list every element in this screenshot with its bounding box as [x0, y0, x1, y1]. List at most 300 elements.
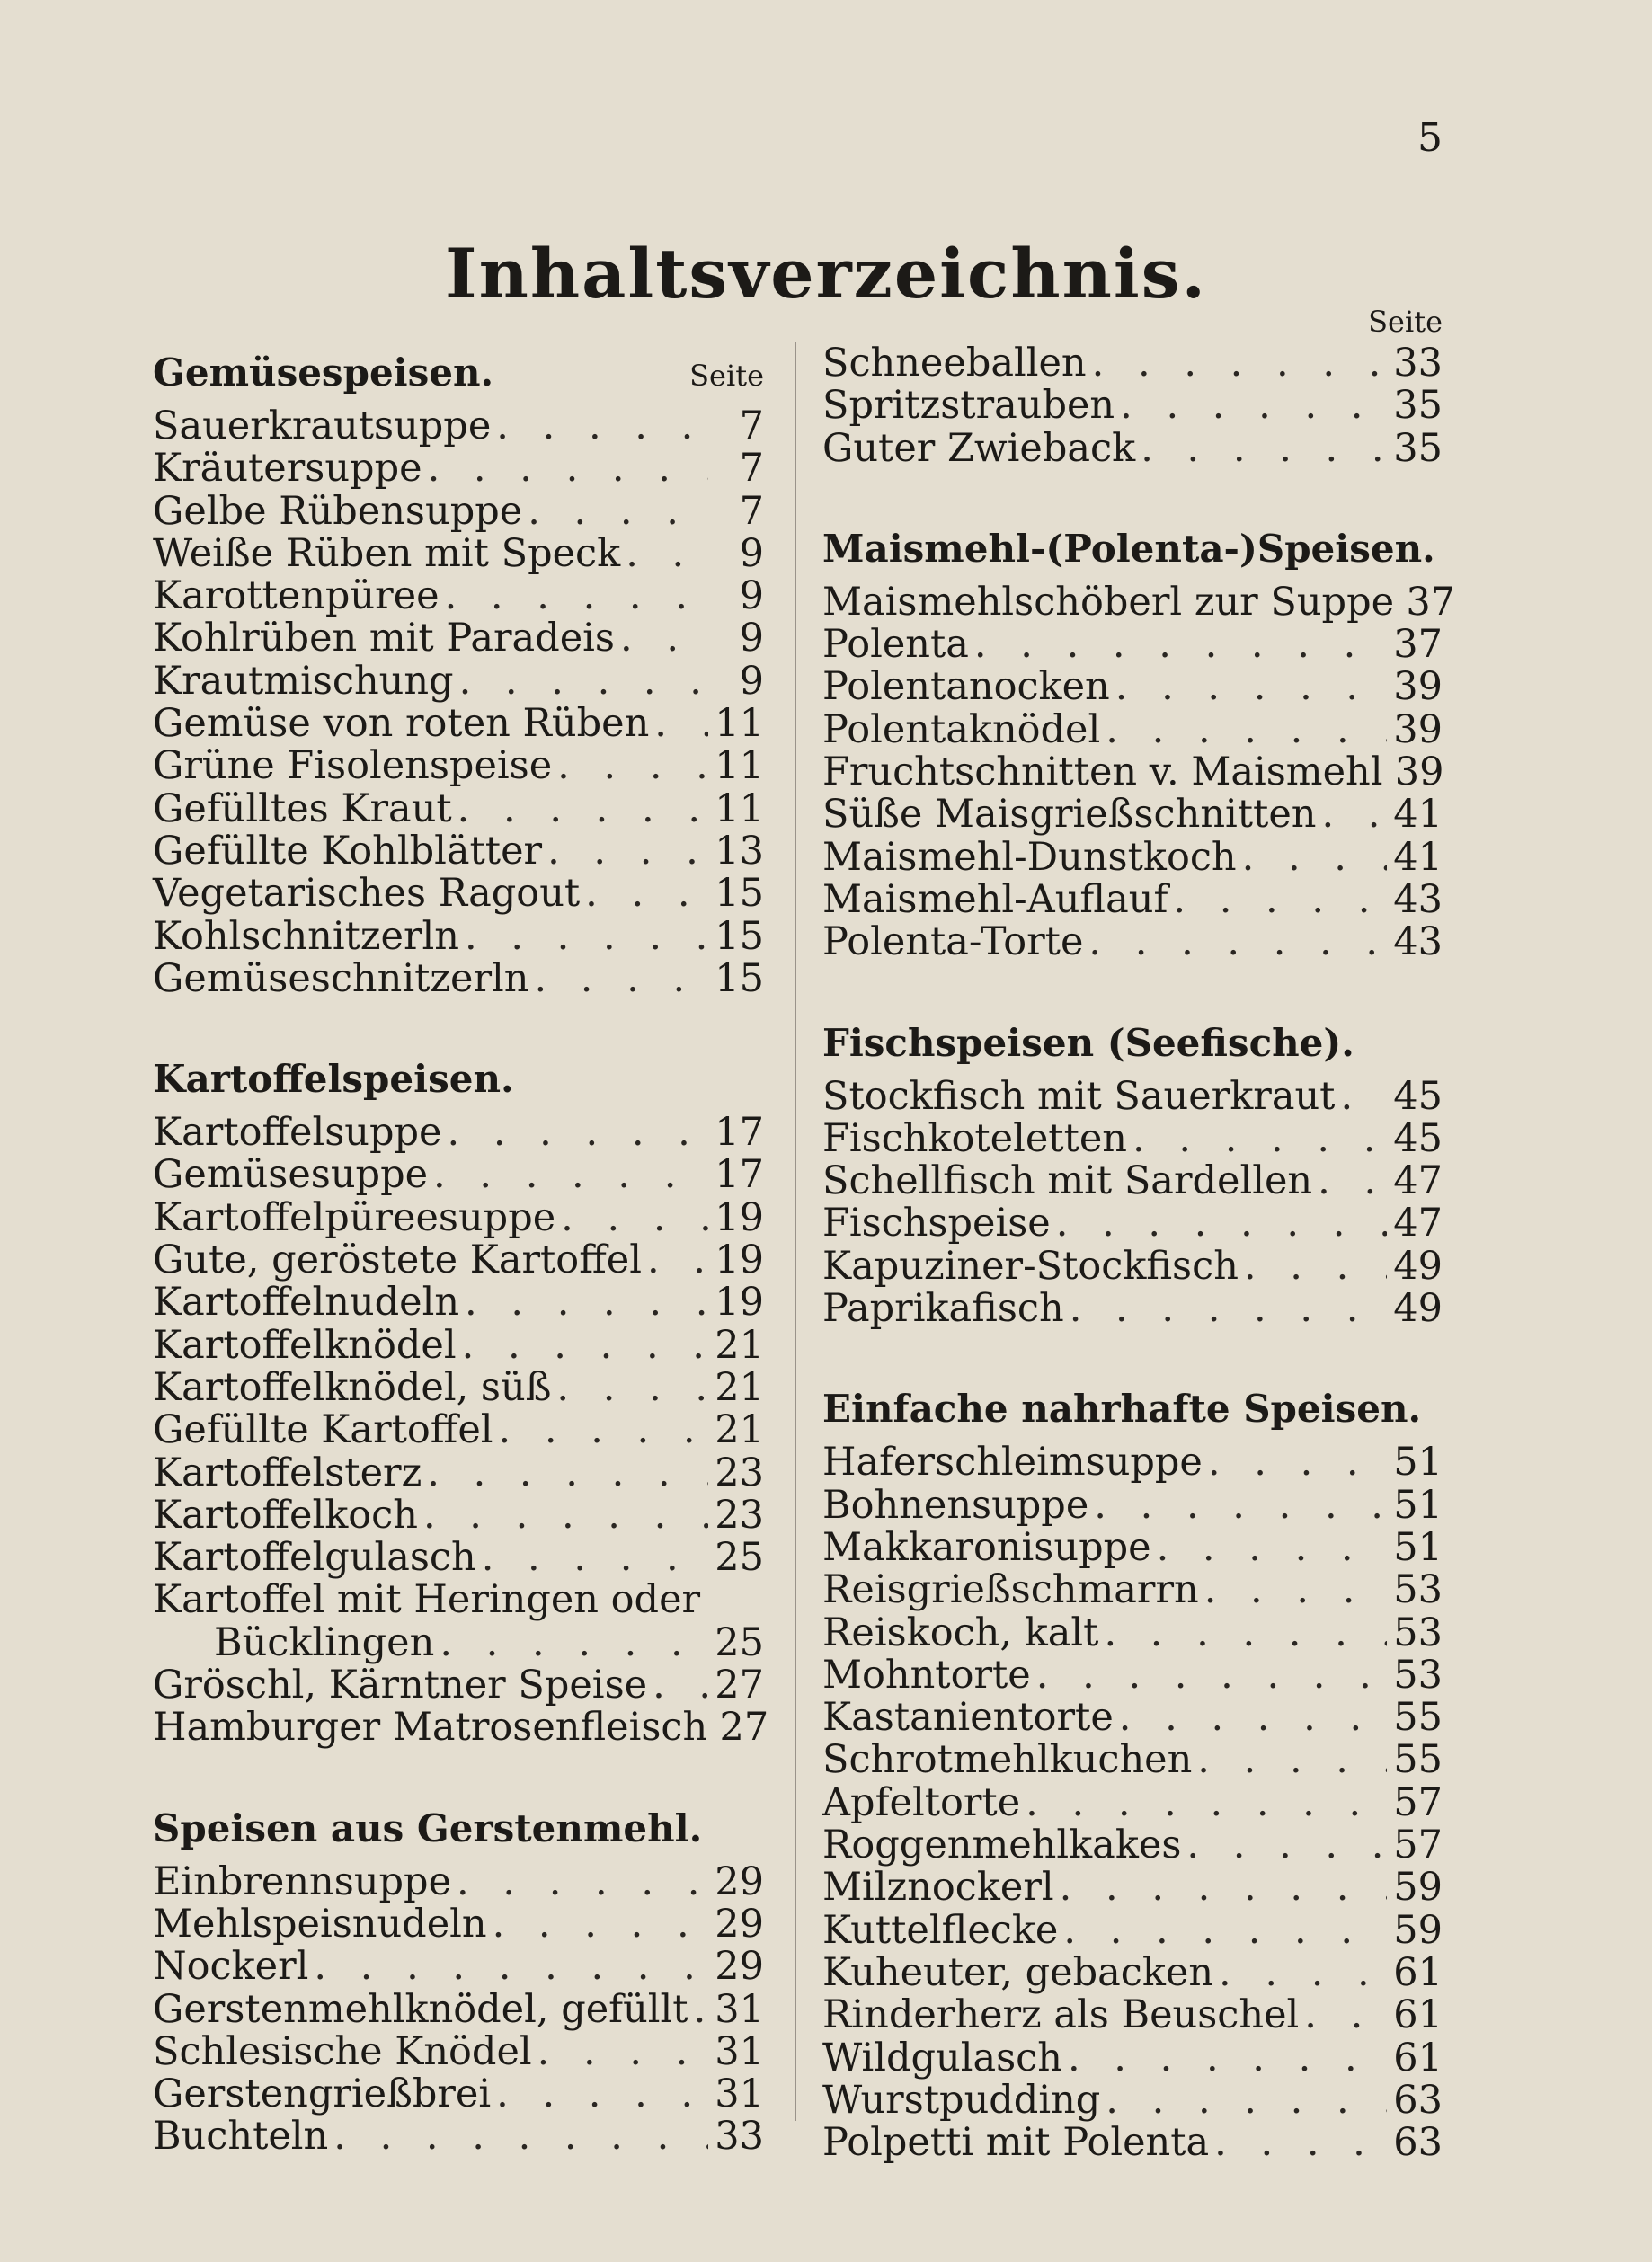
dot-leader	[1318, 1160, 1387, 1202]
dot-leader	[1092, 342, 1387, 385]
toc-entry	[822, 706, 1443, 752]
dot-leader	[1070, 1288, 1387, 1330]
toc-entry-page: 53	[1393, 1652, 1443, 1698]
toc-entry-page: 31	[715, 2028, 764, 2074]
toc-section	[822, 522, 1456, 965]
toc-entry	[153, 1154, 764, 1196]
toc-entry-page: 23	[715, 1492, 764, 1538]
toc-entry-name: Rinderherz als Beuschel	[822, 1992, 1300, 2038]
toc-entry-page: 9	[739, 616, 764, 661]
toc-entry-page: 9	[739, 658, 764, 704]
toc-entry-name: Gerstenmehlknödel, gefüllt	[153, 1986, 688, 2032]
toc-entry-name: Gefüllte Kohlblätter	[153, 828, 543, 874]
dot-leader	[445, 575, 708, 617]
toc-entry-page: 59	[1393, 1907, 1443, 1953]
toc-entry-page: 15	[715, 955, 764, 1001]
toc-entry-page: 47	[1393, 1201, 1443, 1246]
toc-entry-name: Polentanocken	[822, 664, 1110, 710]
toc-entry	[153, 1705, 769, 1751]
toc-entry-page: 33	[715, 2114, 764, 2160]
toc-entry	[153, 1364, 764, 1410]
toc-entry-name: Gemüsesuppe	[153, 1152, 429, 1198]
toc-entry-name: Gute, geröstete Kartoffel	[153, 1237, 642, 1283]
toc-entry	[822, 1524, 1443, 1570]
toc-entry-page: 61	[1393, 2035, 1443, 2080]
toc-entry-page: 51	[1393, 1440, 1443, 1486]
toc-entry-name: Wildgulasch	[822, 2035, 1062, 2080]
toc-entry	[153, 1452, 764, 1495]
toc-entry-name: Bücklingen	[214, 1619, 435, 1665]
toc-entry-name: Gemüseschnitzerln	[153, 955, 529, 1001]
dot-leader	[459, 661, 708, 703]
toc-entry	[822, 1654, 1443, 1697]
dot-leader	[493, 1903, 708, 1946]
dot-leader	[1060, 1867, 1387, 1909]
toc-entry-name: Gerstengrießbrei	[153, 2071, 492, 2117]
section-heading	[822, 522, 1443, 581]
toc-entry	[153, 448, 764, 490]
toc-left-column	[153, 346, 769, 2160]
toc-entry-name: Makkaronisuppe	[822, 1524, 1151, 1570]
toc-entry-name: Weiße Rüben mit Speck	[153, 530, 621, 576]
toc-entry-name: Kartoffelsuppe	[153, 1110, 442, 1156]
dot-leader	[1106, 2080, 1387, 2122]
dot-leader	[457, 788, 708, 830]
toc-entry	[153, 703, 764, 745]
section-heading-text: Kartoffelspeisen.	[153, 1057, 514, 1102]
toc-section	[153, 1052, 769, 1751]
toc-entry-name: Wurstpudding	[822, 2077, 1101, 2123]
toc-entry-name: Gröschl, Kärntner Speise	[153, 1663, 648, 1708]
toc-entry	[822, 921, 1443, 963]
toc-entry-name: Einbrennsuppe	[153, 1858, 452, 1904]
toc-entry-name: Fischspeise	[822, 1201, 1051, 1246]
toc-entry-name: Gefülltes Kraut	[153, 785, 452, 831]
toc-entry	[153, 1239, 764, 1282]
toc-entry	[822, 2122, 1443, 2164]
toc-entry	[153, 785, 764, 831]
toc-entry-name: Kartoffelknödel, süß	[153, 1364, 552, 1410]
section-heading	[822, 1382, 1443, 1441]
toc-entry-name: Bohnensuppe	[822, 1482, 1089, 1528]
toc-entry-page: 63	[1393, 2120, 1443, 2166]
toc-entry-name: Kartoffel mit Heringen oder	[153, 1577, 701, 1623]
toc-section	[822, 1382, 1443, 2164]
dot-leader	[528, 491, 708, 533]
toc-entry-page: 27	[719, 1705, 769, 1751]
column-divider	[795, 342, 796, 2121]
dot-leader	[1026, 1782, 1387, 1824]
toc-entry-page: 19	[715, 1237, 764, 1283]
dot-leader	[1242, 837, 1387, 879]
toc-entry-name: Polenta-Torte	[822, 919, 1084, 965]
toc-entry-name: Maismehlschöberl zur Suppe	[822, 579, 1395, 625]
dot-leader	[1088, 921, 1387, 963]
dot-leader	[1063, 1910, 1387, 1952]
toc-entry	[822, 1779, 1443, 1825]
toc-entry	[822, 1824, 1443, 1867]
toc-entry	[822, 2077, 1443, 2123]
toc-entry-name: Kohlschnitzerln	[153, 913, 459, 959]
toc-entry-page: 43	[1393, 919, 1443, 965]
dot-leader	[1106, 709, 1387, 751]
toc-entry-page: 15	[715, 871, 764, 917]
toc-entry-name: Kräutersuppe	[153, 446, 422, 492]
toc-entry-page: 21	[715, 1364, 764, 1410]
dot-leader	[440, 1622, 708, 1664]
toc-entry	[822, 1482, 1443, 1528]
dot-leader	[1141, 428, 1387, 470]
toc-entry	[153, 1409, 764, 1451]
toc-entry-name: Mohntorte	[822, 1652, 1031, 1698]
section-heading	[153, 1052, 764, 1112]
toc-entry-name: Haferschleimsuppe	[822, 1440, 1203, 1486]
dot-leader	[496, 2073, 708, 2116]
dot-leader	[556, 1367, 708, 1409]
toc-section	[822, 342, 1443, 470]
toc-entry-page: 19	[715, 1280, 764, 1326]
toc-entry-page: 51	[1393, 1482, 1443, 1528]
dot-leader	[1204, 1569, 1387, 1611]
toc-entry	[153, 955, 764, 1001]
toc-entry-page: 55	[1393, 1737, 1443, 1783]
toc-entry-name: Kuttelflecke	[822, 1907, 1059, 1953]
toc-entry-page: 17	[715, 1110, 764, 1156]
toc-section	[153, 1802, 764, 2159]
dot-leader	[427, 1452, 708, 1495]
dot-leader	[557, 745, 708, 787]
toc-entry-name: Schellfisch mit Sardellen	[822, 1158, 1313, 1204]
toc-entry-page: 53	[1393, 1567, 1443, 1613]
toc-entry-page: 35	[1393, 383, 1443, 429]
section-heading-text: Maismehl-(Polenta-)Speisen.	[822, 526, 1435, 571]
toc-entry-page: 51	[1393, 1524, 1443, 1570]
toc-entry	[822, 1907, 1443, 1953]
toc-entry-name: Buchteln	[153, 2114, 329, 2160]
toc-entry-name: Sauerkrautsuppe	[153, 404, 492, 448]
toc-entry-page: 23	[715, 1450, 764, 1495]
dot-leader	[1321, 794, 1387, 836]
dot-leader	[647, 1239, 708, 1282]
toc-entry-name: Guter Zwieback	[822, 425, 1136, 471]
toc-entry	[153, 658, 764, 704]
toc-entry-name: Fischkoteletten	[822, 1115, 1128, 1161]
toc-entry-name: Schrotmehlkuchen	[822, 1737, 1193, 1783]
toc-entry-name: Maismehl-Dunstkoch	[822, 834, 1237, 880]
toc-entry	[153, 575, 764, 617]
toc-entry-page: 11	[715, 701, 764, 747]
toc-entry	[822, 1697, 1443, 1739]
dot-leader	[1208, 1441, 1387, 1484]
toc-entry-name: Spritzstrauben	[822, 383, 1115, 429]
toc-entry	[822, 1441, 1443, 1484]
toc-entry-page: 29	[715, 1944, 764, 1990]
toc-entry	[822, 1569, 1443, 1611]
section-heading-text: Speisen aus Gerstenmehl.	[153, 1805, 703, 1850]
toc-entry-page: 53	[1393, 1610, 1443, 1655]
toc-entry-page: 11	[715, 743, 764, 789]
toc-entry	[822, 1073, 1443, 1119]
toc-entry	[153, 1537, 764, 1579]
dot-leader	[482, 1537, 708, 1579]
dot-leader	[1132, 1118, 1387, 1160]
dot-leader	[1120, 385, 1387, 427]
dot-leader	[1119, 1697, 1387, 1739]
dot-leader	[433, 1154, 708, 1196]
toc-entry-page: 43	[1393, 876, 1443, 922]
toc-entry-page: 19	[715, 1194, 764, 1240]
toc-entry	[822, 666, 1443, 708]
toc-entry	[822, 579, 1456, 625]
toc-entry-name: Gefüllte Kartoffel	[153, 1407, 493, 1453]
toc-entry-page: 9	[739, 530, 764, 576]
dot-leader	[457, 1861, 708, 1903]
toc-entry-name: Kartoffelsterz	[153, 1450, 422, 1495]
toc-entry-page: 25	[715, 1535, 764, 1581]
toc-entry	[153, 530, 764, 576]
dot-leader	[561, 1197, 708, 1239]
toc-entry-page: 7	[739, 404, 764, 448]
toc-entry	[822, 794, 1443, 836]
dot-leader	[654, 703, 708, 745]
toc-entry-page: 59	[1393, 1865, 1443, 1911]
toc-entry-name: Schneeballen	[822, 341, 1087, 386]
toc-entry-name: Kohlrüben mit Paradeis	[153, 616, 615, 661]
dot-leader	[333, 2116, 708, 2158]
section-heading	[153, 346, 764, 405]
dot-leader	[585, 873, 708, 915]
toc-entry-page: 9	[739, 573, 764, 619]
section-heading-text: Gemüsespeisen.	[153, 350, 494, 395]
dot-leader	[1340, 1076, 1387, 1118]
toc-entry-page: 49	[1393, 1286, 1443, 1332]
toc-entry	[822, 1612, 1443, 1654]
toc-entry	[822, 1949, 1443, 1995]
toc-entry-page: 41	[1393, 792, 1443, 838]
dot-leader	[620, 617, 708, 660]
toc-entry-page: 29	[715, 1901, 764, 1947]
toc-entry-page: 63	[1393, 2077, 1443, 2123]
toc-entry	[822, 385, 1443, 427]
toc-entry-name: Kapuziner-Stockfisch	[822, 1243, 1239, 1289]
toc-entry-name: Reisgrießschmarrn	[822, 1567, 1199, 1613]
toc-entry-page: 61	[1393, 1992, 1443, 2038]
dot-leader	[1104, 1612, 1387, 1654]
dot-leader	[537, 2031, 708, 2073]
section-heading-text: Einfache nahrhafte Speisen.	[822, 1387, 1422, 1432]
toc-entry-page: 31	[715, 1986, 764, 2032]
toc-entry-name: Apfeltorte	[822, 1779, 1021, 1825]
dot-leader	[1115, 666, 1387, 708]
toc-entry-page: 27	[715, 1663, 764, 1708]
dot-leader	[1094, 1485, 1387, 1527]
toc-entry-page: 17	[715, 1152, 764, 1198]
dot-leader	[314, 1946, 708, 1988]
toc-entry	[153, 1619, 764, 1665]
toc-entry	[822, 1867, 1443, 1909]
toc-entry	[822, 1202, 1443, 1245]
dot-leader	[1244, 1246, 1387, 1288]
dot-leader	[1157, 1527, 1387, 1569]
toc-entry-page: 57	[1393, 1823, 1443, 1868]
dot-leader	[423, 1495, 708, 1537]
toc-entry-name: Kartoffelgulasch	[153, 1535, 476, 1581]
toc-entry-name: Polentaknödel	[822, 706, 1101, 752]
toc-entry	[153, 405, 764, 448]
toc-section	[822, 1016, 1443, 1331]
toc-entry-name: Paprikafisch	[822, 1286, 1064, 1332]
toc-entry-page: 47	[1393, 1158, 1443, 1204]
toc-entry-page: 33	[1393, 341, 1443, 386]
toc-entry	[153, 1858, 764, 1904]
toc-entry	[153, 617, 764, 660]
toc-entry	[822, 751, 1443, 794]
toc-entry-name: Kartoffelknödel	[153, 1322, 457, 1368]
toc-entry-page: 57	[1393, 1779, 1443, 1825]
toc-section	[153, 346, 764, 1000]
toc-entry	[153, 1282, 764, 1324]
dot-leader	[1219, 1952, 1387, 1994]
toc-entry	[153, 1112, 764, 1154]
toc-entry-name: Fruchtschnitten v. Maismehl	[822, 750, 1383, 795]
dot-leader	[1197, 1739, 1387, 1781]
toc-entry	[153, 913, 764, 959]
dot-leader	[1068, 2037, 1387, 2080]
toc-entry	[822, 1115, 1443, 1161]
toc-entry-name: Schlesische Knödel	[153, 2028, 532, 2074]
toc-entry	[822, 834, 1443, 880]
dot-leader	[974, 624, 1387, 666]
toc-entry-name: Gemüse von roten Rüben	[153, 701, 650, 747]
dot-leader	[1186, 1824, 1387, 1867]
toc-entry	[153, 2028, 764, 2074]
toc-entry	[153, 1664, 764, 1707]
toc-entry	[153, 1946, 764, 1988]
toc-entry	[822, 2037, 1443, 2080]
dot-leader	[694, 1989, 708, 2031]
toc-entry-name: Polpetti mit Polenta	[822, 2120, 1210, 2166]
toc-entry	[153, 873, 764, 915]
toc-entry-name: Hamburger Matrosenfleisch	[153, 1705, 708, 1751]
toc-entry-name: Roggenmehlkakes	[822, 1823, 1182, 1868]
toc-entry-name: Nockerl	[153, 1944, 309, 1990]
dot-leader	[1056, 1202, 1387, 1245]
page-number: 5	[1417, 115, 1443, 161]
toc-entry	[153, 1322, 764, 1368]
toc-entry-page: 39	[1394, 750, 1444, 795]
toc-entry-name: Krautmischung	[153, 658, 454, 704]
toc-entry	[822, 1739, 1443, 1781]
toc-entry-page: 55	[1393, 1695, 1443, 1741]
toc-entry	[153, 1903, 764, 1946]
dot-leader	[1173, 879, 1387, 921]
toc-entry-name: Reiskoch, kalt	[822, 1610, 1099, 1655]
toc-entry-page: 21	[715, 1407, 764, 1453]
toc-entry-name: Grüne Fisolenspeise	[153, 743, 553, 789]
dot-leader	[465, 1282, 708, 1324]
toc-entry	[153, 1986, 764, 2032]
toc-entry-page: 15	[715, 913, 764, 959]
toc-entry-name: Kuheuter, gebacken	[822, 1949, 1214, 1995]
toc-entry-name: Mehlspeisnudeln	[153, 1901, 487, 1947]
seite-label: Seite	[689, 359, 764, 393]
toc-entry-page: 13	[715, 828, 764, 874]
toc-entry-name: Vegetarisches Ragout	[153, 871, 581, 917]
toc-entry	[153, 488, 764, 534]
toc-entry	[153, 1194, 764, 1240]
toc-entry-page: 45	[1393, 1073, 1443, 1119]
toc-entry-name: Karottenpüree	[153, 573, 440, 619]
toc-entry	[153, 830, 764, 873]
toc-entry	[822, 1994, 1443, 2036]
toc-entry-page: 61	[1393, 1949, 1443, 1995]
toc-entry-page: 37	[1393, 622, 1443, 668]
dot-leader	[1304, 1994, 1387, 2036]
dot-leader	[1214, 2122, 1387, 2164]
toc-entry-page: 41	[1393, 834, 1443, 880]
dot-leader	[496, 405, 708, 448]
seite-label: Seite	[1368, 305, 1443, 339]
toc-entry-name: Stockfisch mit Sauerkraut	[822, 1073, 1336, 1119]
dot-leader	[653, 1664, 708, 1707]
toc-entry-page: 45	[1393, 1115, 1443, 1161]
toc-entry-page: 7	[739, 488, 764, 534]
toc-entry-page: 25	[715, 1619, 764, 1665]
toc-right-column	[822, 301, 1456, 2166]
toc-entry-name: Maismehl-Auflauf	[822, 876, 1168, 922]
toc-entry	[153, 2116, 764, 2158]
dot-leader	[499, 1409, 708, 1451]
section-heading	[153, 1802, 764, 1861]
toc-entry-name: Kartoffelpüreesuppe	[153, 1194, 556, 1240]
toc-entry-page: 39	[1393, 706, 1443, 752]
toc-entry-page: 31	[715, 2071, 764, 2117]
section-heading	[822, 1016, 1443, 1076]
toc-entry	[822, 1160, 1443, 1202]
toc-entry	[822, 876, 1443, 922]
dot-leader	[547, 830, 708, 873]
toc-entry	[153, 2073, 764, 2116]
toc-entry-name: Milznockerl	[822, 1865, 1054, 1911]
toc-entry-name: Polenta	[822, 622, 969, 668]
dot-leader	[428, 448, 708, 490]
toc-entry	[153, 745, 764, 787]
toc-entry	[822, 1243, 1443, 1289]
toc-entry-page: 29	[715, 1858, 764, 1904]
toc-entry-name: Kartoffelkoch	[153, 1492, 418, 1538]
toc-entry-name: Gelbe Rübensuppe	[153, 488, 523, 534]
toc-entry-page: 39	[1393, 664, 1443, 710]
dot-leader	[626, 533, 708, 575]
dot-leader	[448, 1112, 709, 1154]
toc-entry-page: 7	[739, 446, 764, 492]
toc-entry	[822, 624, 1443, 666]
toc-entry	[153, 1492, 764, 1538]
toc-entry-page: 37	[1406, 579, 1456, 625]
toc-entry	[822, 342, 1443, 385]
toc-entry-name: Kartoffelnudeln	[153, 1280, 460, 1326]
toc-entry-name: Süße Maisgrießschnitten	[822, 792, 1317, 838]
toc-entry	[822, 1288, 1443, 1330]
dot-leader	[1036, 1654, 1387, 1697]
toc-entry-page: 49	[1393, 1243, 1443, 1289]
section-heading-text: Fischspeisen (Seefische).	[822, 1020, 1354, 1065]
toc-entry-page: 21	[715, 1322, 764, 1368]
toc-entry-page: 35	[1393, 425, 1443, 471]
dot-leader	[462, 1325, 708, 1367]
toc-entry-page: 11	[715, 785, 764, 831]
dot-leader	[534, 958, 708, 1000]
